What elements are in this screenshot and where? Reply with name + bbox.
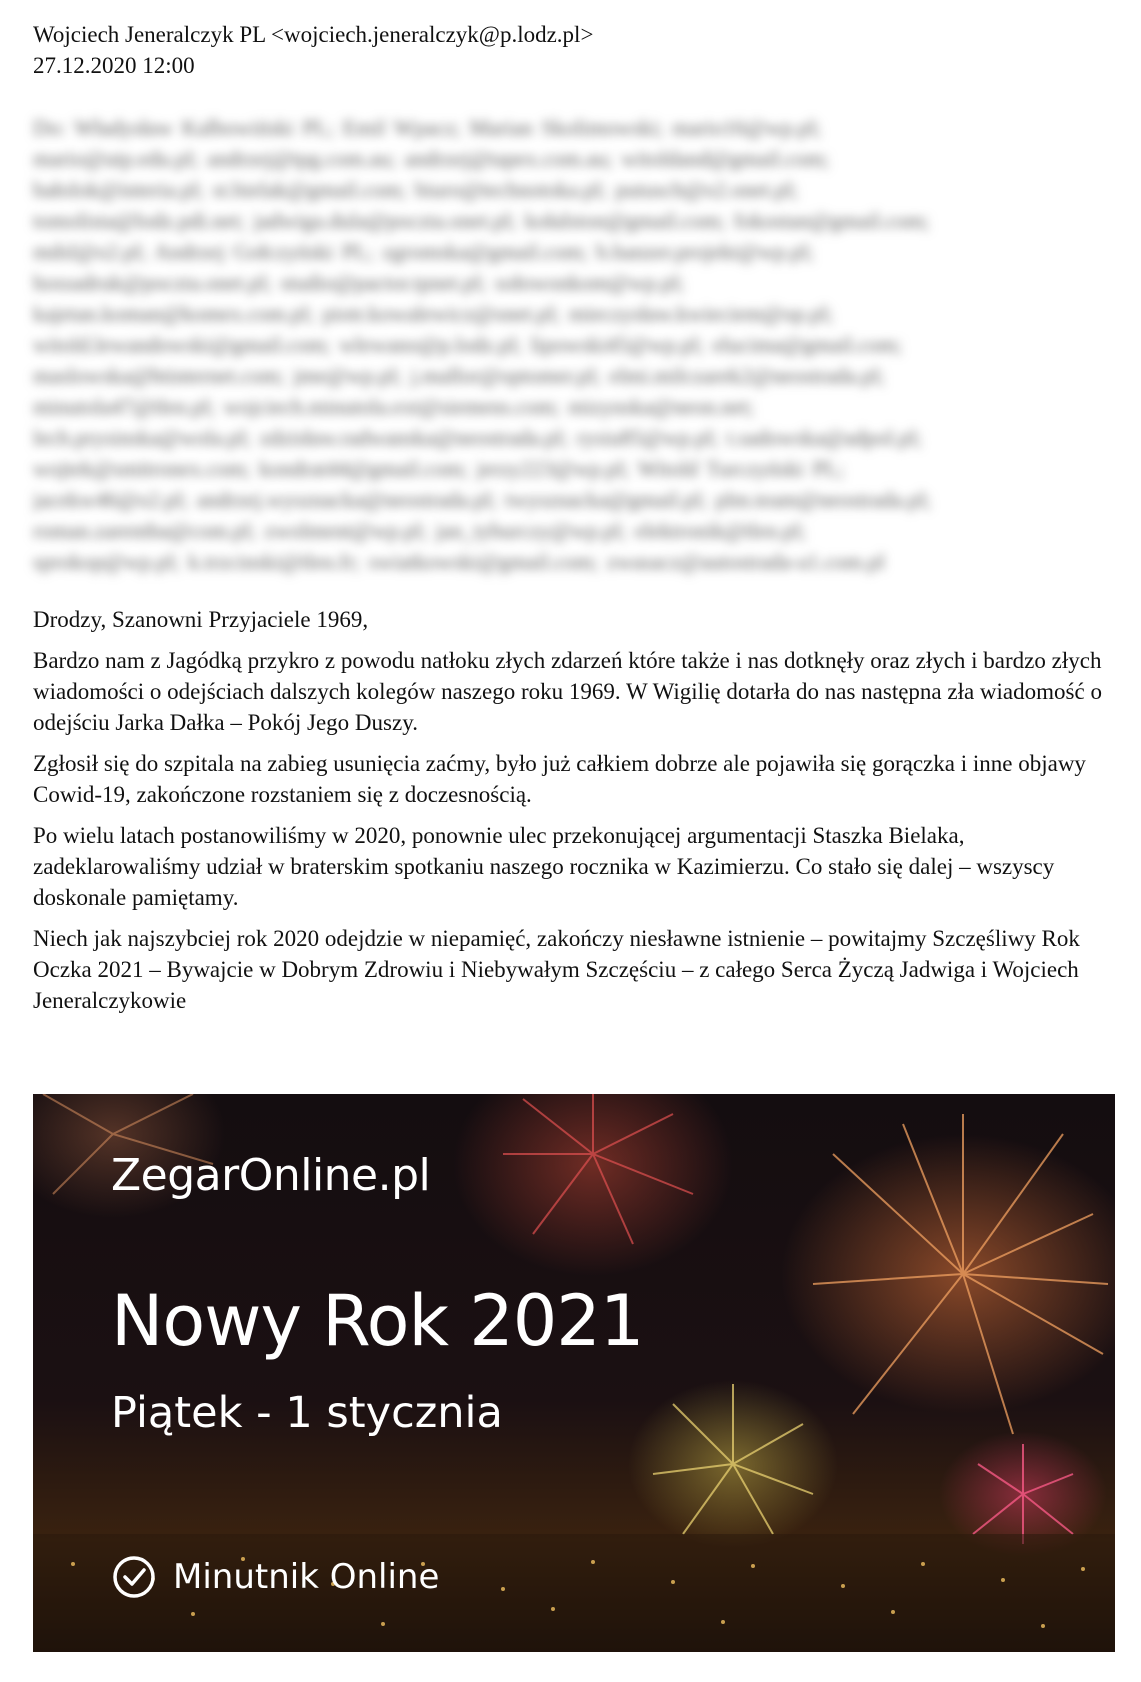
recipient-line: lech.prysinska@wola.pl; zdzisław.radwanska@neostrada.pl; rysiu85@wp.pl; t.sadowska@adpol.pl; (33, 425, 922, 450)
recipient-line: hossadruk@poczta.onet.pl; studio@pactor.tpnet.pl; sołowonkom@wp.pl; (33, 270, 685, 295)
recipients-list-blurred (33, 112, 1123, 588)
recipient-line: Do: Władysław Kalbowiński PL; Emil Wpacz; Marian Skolimowski; mario16@wp.pl; (33, 115, 822, 140)
recipient-line: mdsl@o2.pl; Andrzej Gołczyński PL; zgromska@gmail.com; b.hanzer.projekt@wp.pl; (33, 239, 814, 264)
greeting: Drodzy, Szanowni Przyjaciele 1969, (33, 607, 369, 632)
recipient-line: bałolok@interia.pl; st.bielak@gmail.com; biuro@technotoka.pl; putusch@o2.onet.pl; (33, 177, 799, 202)
banner-footer-text: Minutnik Online (173, 1557, 440, 1597)
sender[interactable]: Wojciech Jeneralczyk PL <wojciech.jeneralczyk@p.lodz.pl> (33, 22, 594, 47)
recipient-line: witold.lewandowski@gmail.com; wlewano@p.lodz.pl; lipowski45@wp.pl; elucima@gmail.com; (33, 332, 903, 357)
email-header (33, 19, 1123, 81)
body-paragraph: Bardzo nam z Jagódką przykro z powodu natłoku złych zdarzeń które także i nas dotknęły oraz złych i bardzo złych wiadomości o odejściach dalszych kolegów naszego roku 1969. W Wigilię dotarła do nas następna zła wiadomość o odejściu Jarka Dałka – Pokój Jego Duszy. (33, 648, 1102, 735)
body-paragraph: Niech jak najszybciej rok 2020 odejdzie w niepamięć, zakończy niesławne istnienie – powitajmy Szczęśliwy Rok Oczka 2021 – Bywajcie w Dobrym Zdrowiu i Niebywałym Szczęściu – z całego Serca Życzą Jadwiga i Wojciech Jeneralczykowie (33, 926, 1080, 1013)
recipient-line: roman.zaremba@com.pl; zwolment@wp.pl; jan_tyburczy@wp.pl; elektronik@tlen.pl; (33, 518, 807, 543)
body-paragraph: Po wielu latach postanowiliśmy w 2020, ponownie ulec przekonującej argumentacji Staszka Bielaka, zadeklarowaliśmy udział w braterskim spotkaniu naszego rocznika w Kazimierzu. Co stało się dalej – wszyscy doskonale pamiętamy. (33, 823, 1055, 910)
recipient-line: minutola47@tlen.pl; wojciech.minutola.ext@siemens.com; mizynska@neon.net; (33, 394, 755, 419)
new-year-banner-image (33, 1094, 1115, 1652)
recipient-line: kajetan.koman@komex.com.pl; piotr.kowalewicz@onet.pl; mieczysław.kwieciem@op.pl; (33, 301, 834, 326)
banner-footer-logo (111, 1554, 439, 1600)
body-paragraph: Zgłosił się do szpitala na zabieg usunięcia zaćmy, było już całkiem dobrze ale pojawiła się gorączka i inne objawy Cowid-19, zakończone rozstaniem się z doczesnością. (33, 751, 1086, 807)
recipient-line: tomolista@lodz.pdi.net; jadwiga.dula@poczta.onet.pl; kołalston@gmail.com; fokostan@gmail.com; (33, 208, 930, 233)
recipient-line: wojtek@smitronex.com; kondrat44@gmail.com; jerzy223@wp.pl; Witold Turczyński PL; (33, 456, 845, 481)
clock-check-icon (111, 1554, 157, 1600)
banner-subtitle: Piątek - 1 stycznia (111, 1388, 503, 1438)
email-body (33, 604, 1123, 1026)
recipient-line: maslowska@btinternet.com; jme@wp.pl; j.mallor@optomer.pl; elmi.milczarek2@neostrada.pl; (33, 363, 885, 388)
banner-title: Nowy Rok 2021 (111, 1280, 644, 1362)
recipient-line: jacekw46@o2.pl; andrzej.wysznacka@neostrada.pl; twysznacka@gmail.pl; plm.team@neostrada.pl; (33, 487, 932, 512)
banner-brand: ZegarOnline.pl (111, 1150, 431, 1201)
sent-date: 27.12.2020 12:00 (33, 53, 195, 78)
recipient-line: mario@utp.edu.pl; andrzej@tpg.com.au; andrzej@tapex.com.au; witoldand@gmail.com; (33, 146, 830, 171)
recipient-line: sprokop@wp.pl; k.trzcinski@tlen.fr; swiatkowski@gmail.com; zwasacz@autostrada-a1.com.pl (33, 549, 885, 574)
